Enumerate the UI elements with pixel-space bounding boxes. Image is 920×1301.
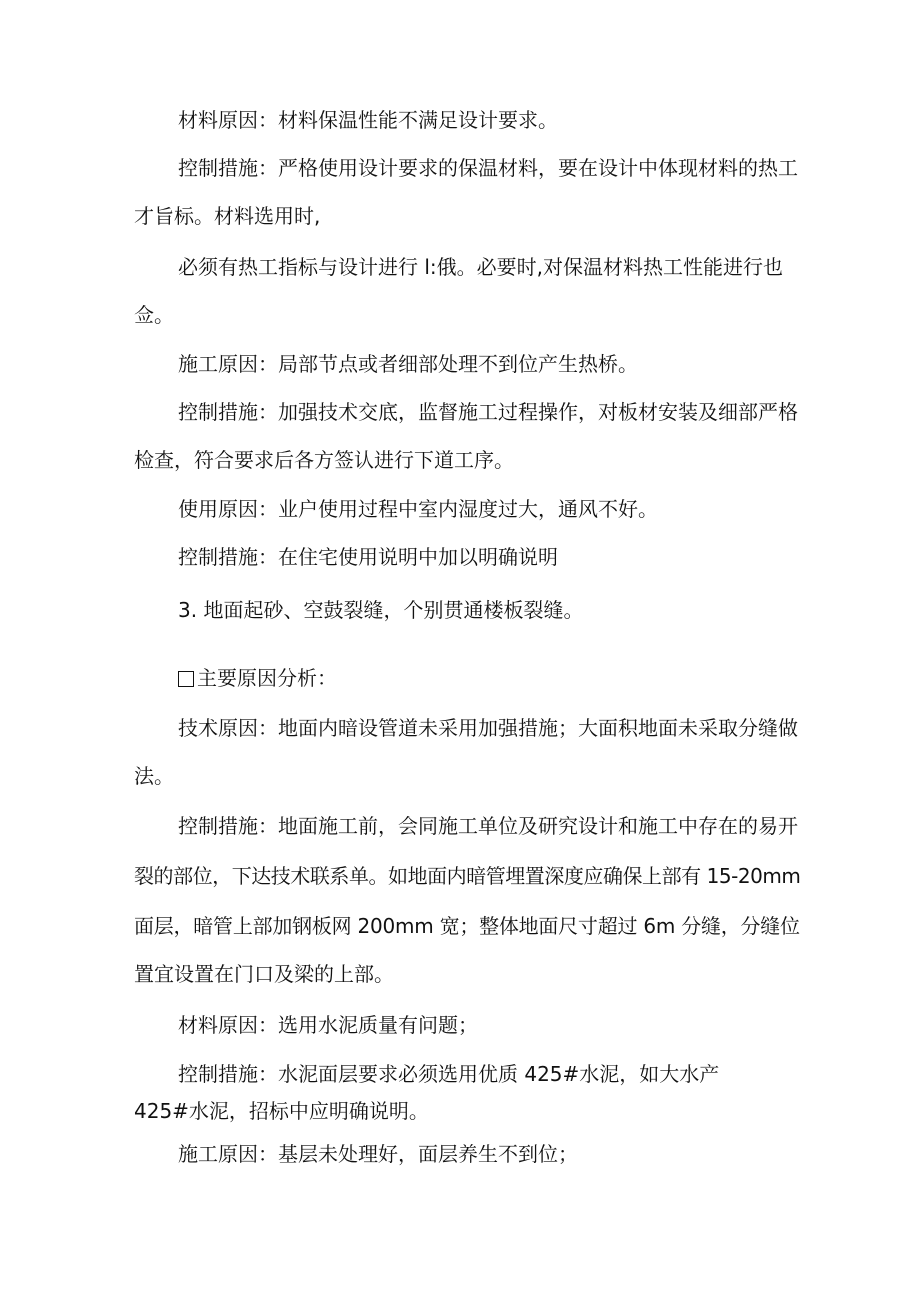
paragraph-line: 425#水泥，招标中应明确说明。 [134, 1099, 429, 1123]
section-heading: 3. 地面起砂、空鼓裂缝，个别贯通楼板裂缝。 [178, 598, 584, 622]
paragraph-line: 控制措施：水泥面层要求必须选用优质 425#水泥，如大水产 [178, 1062, 720, 1086]
paragraph-line: 置宜设置在门口及梁的上部。 [134, 962, 394, 986]
paragraph-line: 面层，暗管上部加钢板网 200mm 宽；整体地面尺寸超过 6m 分缝，分缝位 [134, 914, 800, 938]
paragraph-line: 材料原因：选用水泥质量有问题； [178, 1013, 478, 1037]
subheading-line [178, 664, 337, 692]
paragraph-line: 控制措施：加强技术交底，监督施工过程操作，对板材安装及细部严格 [178, 400, 798, 424]
paragraph-line: 必须有热工指标与设计进行 l:俄。必要时,对保温材料热工性能进行也 [178, 255, 784, 279]
subheading-text: 主要原因分析： [197, 666, 337, 690]
paragraph-line: 施工原因：局部节点或者细部处理不到位产生热桥。 [178, 352, 638, 376]
paragraph-line: 法。 [134, 764, 174, 788]
checkbox-icon [178, 671, 194, 687]
paragraph-line: 控制措施：严格使用设计要求的保温材料，要在设计中体现材料的热工 [178, 156, 798, 180]
paragraph-line: 技术原因：地面内暗设管道未采用加强措施；大面积地面未采取分缝做 [178, 716, 798, 740]
paragraph-line: 佥。 [134, 303, 174, 327]
paragraph-line: 材料原因：材料保温性能不满足设计要求。 [178, 108, 558, 132]
paragraph-line: 才旨标。材料选用时, [134, 204, 321, 228]
paragraph-line: 裂的部位，下达技术联系单。如地面内暗管埋置深度应确保上部有 15-20mm [134, 864, 801, 888]
paragraph-line: 检查，符合要求后各方签认进行下道工序。 [134, 448, 514, 472]
paragraph-line: 控制措施：地面施工前，会同施工单位及研究设计和施工中存在的易开 [178, 814, 798, 838]
paragraph-line: 控制措施：在住宅使用说明中加以明确说明 [178, 545, 558, 569]
paragraph-line: 施工原因：基层未处理好，面层养生不到位； [178, 1142, 578, 1166]
paragraph-line: 使用原因：业户使用过程中室内湿度过大，通风不好。 [178, 497, 658, 521]
